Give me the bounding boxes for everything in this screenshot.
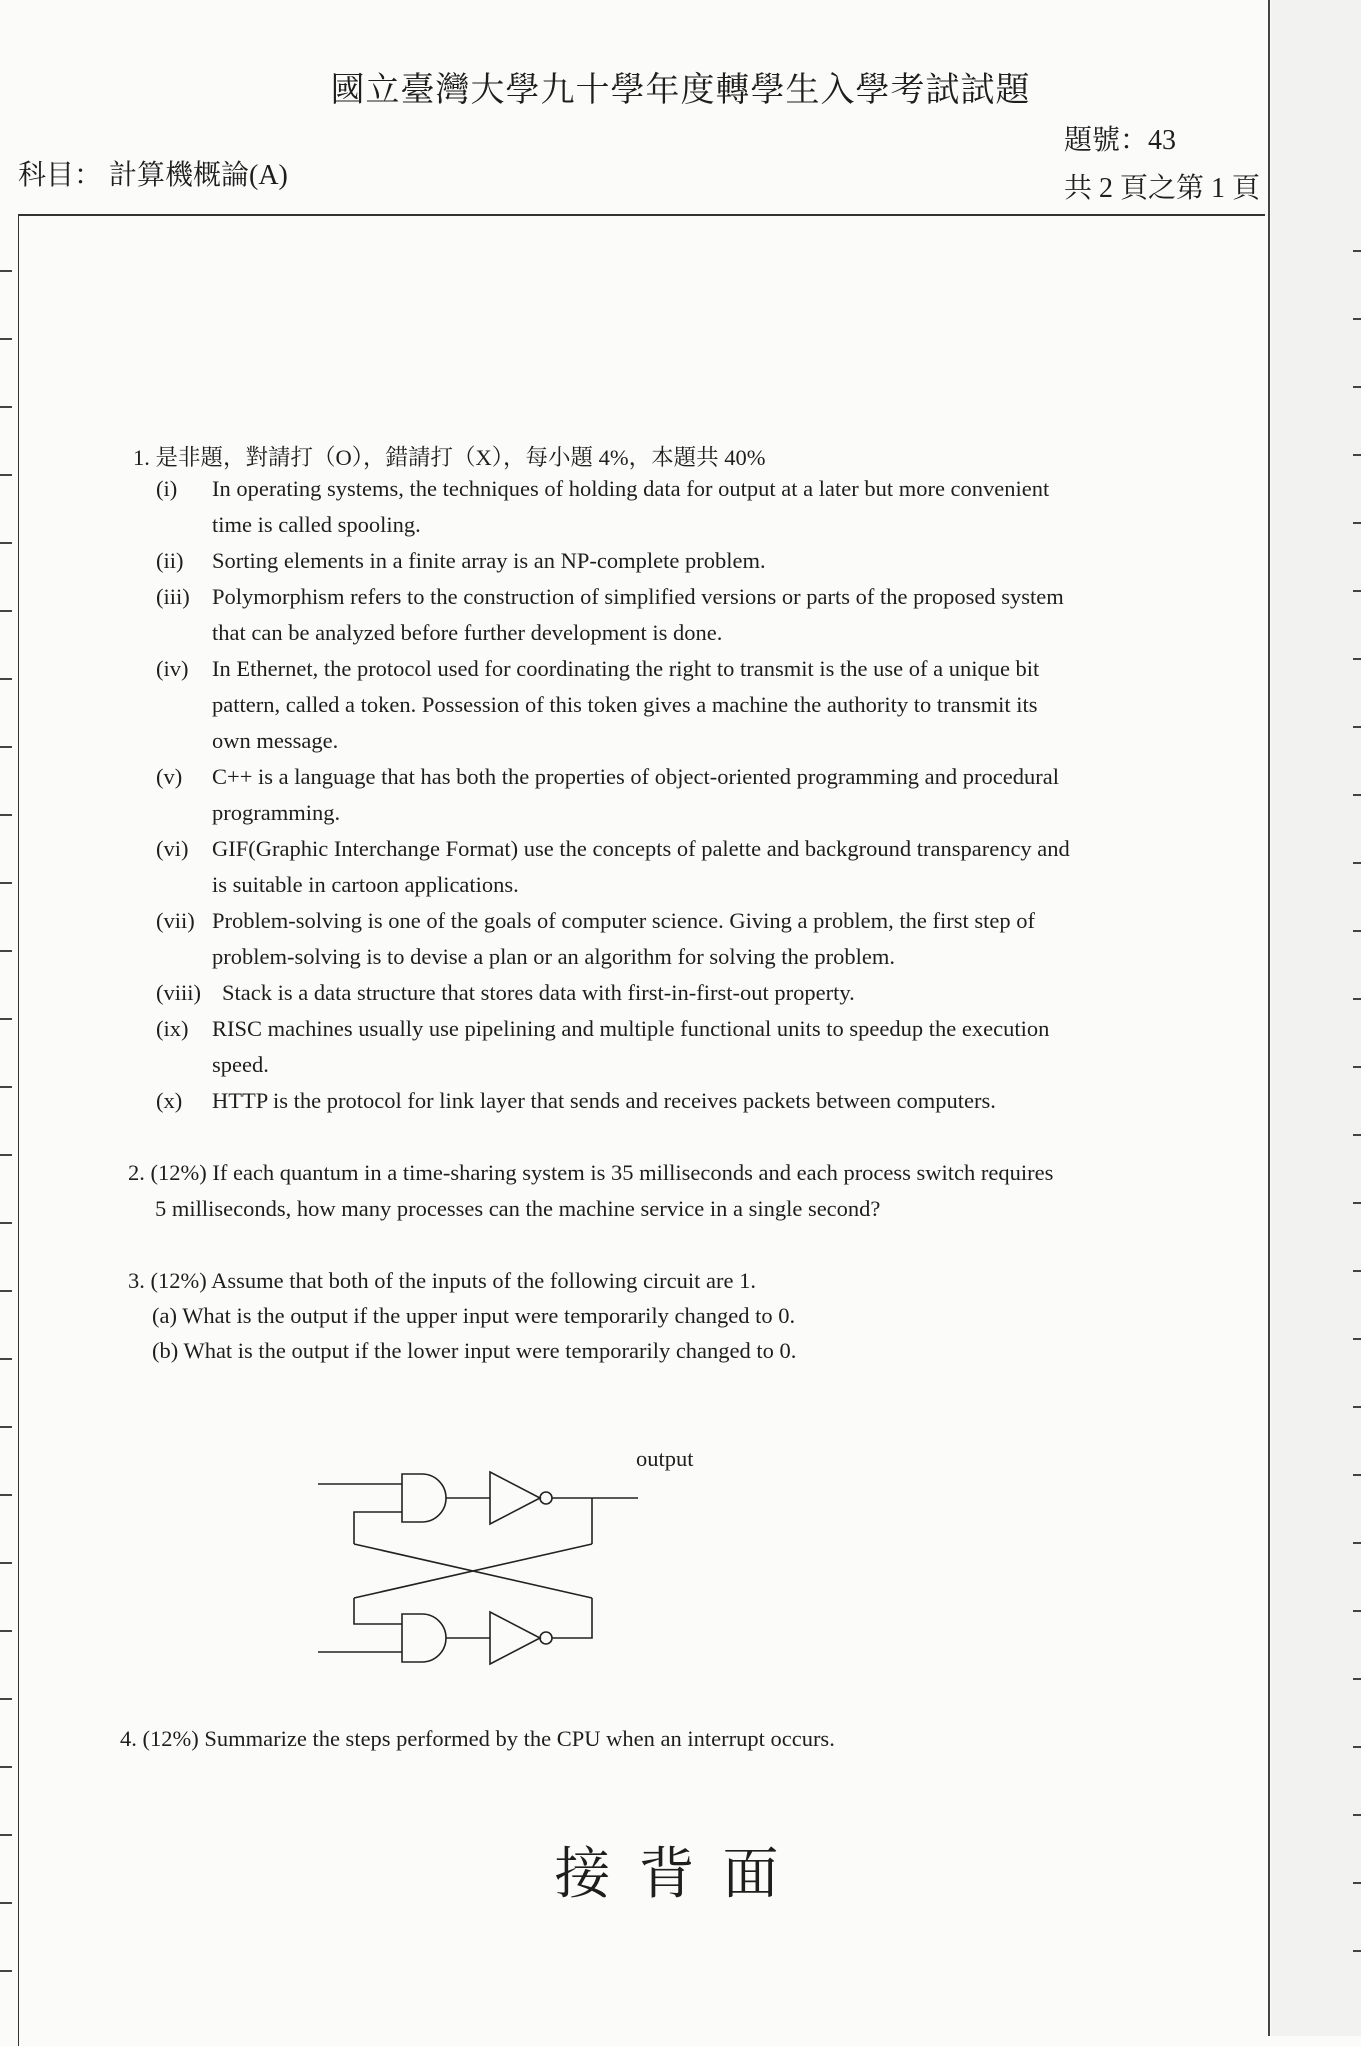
item-text-line: speed. (212, 1052, 269, 1077)
q3-part-a: (a) What is the output if the upper input were temporarily changed to 0. (152, 1303, 796, 1328)
item-text-line: programming. (212, 800, 341, 825)
question-number: 題號：43 (1064, 125, 1177, 156)
item-text-line: C++ is a language that has both the properties of object-oriented programming and procedural (212, 764, 1059, 789)
q2-line: 5 milliseconds, how many processes can the machine service in a single second? (155, 1196, 881, 1221)
circuit-output-label: output (636, 1446, 694, 1471)
item-text-line: that can be analyzed before further development is done. (212, 620, 723, 645)
continue-on-back: 接背面 (554, 1844, 807, 1906)
upper-feedback-wire (354, 1512, 402, 1544)
item-text-line: GIF(Graphic Interchange Format) use the concepts of palette and background transparency and (212, 836, 1070, 861)
binding-strip (1271, 0, 1361, 2036)
page-info: 共 2 頁之第 1 頁 (1064, 173, 1261, 204)
and-gate-lower (402, 1614, 446, 1662)
item-label: (v) (156, 764, 183, 789)
item-label: (vi) (156, 836, 189, 861)
item-label: (iii) (156, 584, 190, 609)
item-text-line: Sorting elements in a finite array is an NP-complete problem. (212, 548, 766, 573)
item-label: (iv) (156, 656, 189, 681)
item-label: (i) (156, 476, 178, 501)
item-text-line: RISC machines usually use pipelining and multiple functional units to speedup the execution (212, 1016, 1050, 1041)
q3-line: 3. (12%) Assume that both of the inputs of the following circuit are 1. (128, 1268, 757, 1293)
item-label: (vii) (156, 908, 195, 933)
item-text-line: problem-solving is to devise a plan or an algorithm for solving the problem. (212, 944, 895, 969)
item-label: (viii) (156, 980, 201, 1005)
item-label: (ix) (156, 1016, 189, 1041)
q4-line: 4. (12%) Summarize the steps performed by the CPU when an interrupt occurs. (120, 1726, 835, 1751)
item-label: (ii) (156, 548, 184, 573)
item-label: (x) (156, 1088, 183, 1113)
item-text-line: Problem-solving is one of the goals of computer science. Giving a problem, the first step of (212, 908, 1035, 933)
inverter-lower (490, 1612, 540, 1664)
item-text-line: is suitable in cartoon applications. (212, 872, 519, 897)
item-text-line: pattern, called a token. Possession of this token gives a machine the authority to transmit its (212, 692, 1038, 717)
item-text-line: Polymorphism refers to the construction of simplified versions or parts of the proposed system (212, 584, 1064, 609)
item-text-line: HTTP is the protocol for link layer that sends and receives packets between computers. (212, 1088, 996, 1113)
inverter-upper (490, 1472, 540, 1524)
inverter-bubble-upper (540, 1492, 552, 1504)
exam-title: 國立臺灣大學九十學年度轉學生入學考試試題 (330, 72, 1031, 109)
and-gate-upper (402, 1474, 446, 1522)
item-text-line: In operating systems, the techniques of holding data for output at a later but more convenient (212, 476, 1050, 501)
flip-flop-circuit (300, 1440, 660, 1680)
q1-heading: 1. 是非題，對請打（O），錯請打（X），每小題 4%，本題共 40% (133, 445, 766, 470)
item-text-line: Stack is a data structure that stores data with first-in-first-out property. (222, 980, 855, 1005)
lower-feedback-wire (354, 1598, 402, 1624)
inverter-bubble-lower (540, 1632, 552, 1644)
item-text-line: own message. (212, 728, 339, 753)
subject-line: 科目： 計算機概論(A) (18, 160, 288, 191)
item-text-line: time is called spooling. (212, 512, 421, 537)
q3-part-b: (b) What is the output if the lower input were temporarily changed to 0. (152, 1338, 797, 1363)
item-text-line: In Ethernet, the protocol used for coordinating the right to transmit is the use of a unique bit (212, 656, 1040, 681)
q2-line: 2. (12%) If each quantum in a time-sharing system is 35 milliseconds and each process switch requires (128, 1160, 1054, 1185)
binding-rule (1268, 0, 1270, 2036)
